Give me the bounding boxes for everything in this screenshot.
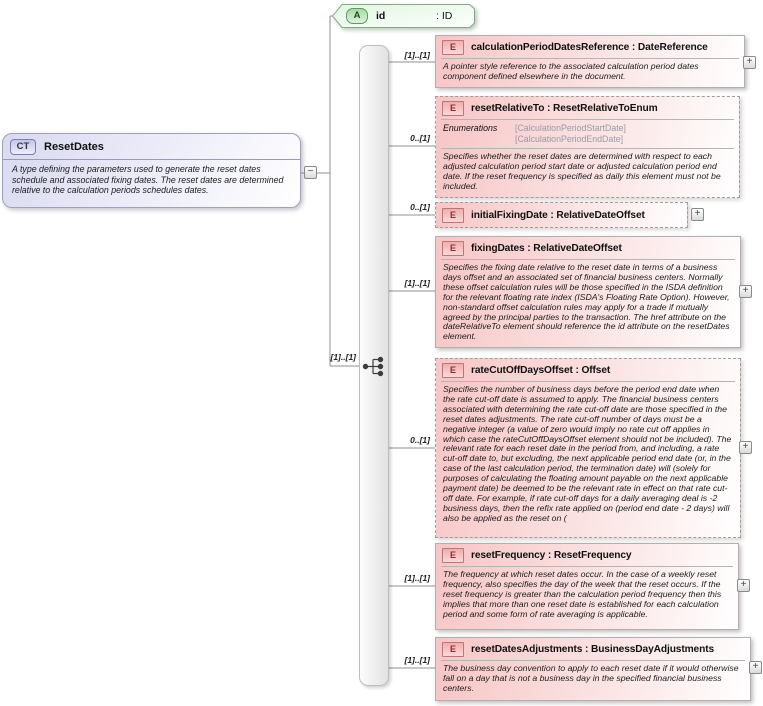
attribute-type: : ID <box>436 10 453 22</box>
element-title: resetRelativeTo : ResetRelativeToEnum <box>471 103 658 114</box>
occurrence-label: [1]..[1] <box>404 573 430 583</box>
enumerations-label: Enumerations <box>443 123 498 133</box>
expand-button[interactable]: + <box>691 208 704 221</box>
attribute-name: id <box>376 10 386 22</box>
element-box-calculation-period-dates-reference[interactable] <box>435 35 745 88</box>
element-title: fixingDates : RelativeDateOffset <box>471 243 622 254</box>
element-box-reset-dates-adjustments[interactable] <box>435 637 751 701</box>
occurrence-label: [1]..[1] <box>404 655 430 665</box>
element-description: Specifies whether the reset dates are determined with respect to each adjusted calculation period start date or adjusted calculation period end date. If the reset frequency is specified as daily this element must not be included. <box>441 148 734 197</box>
occurrence-label: [1]..[1] <box>404 50 430 60</box>
element-icon: E <box>442 40 464 55</box>
element-title: initialFixingDate : RelativeDateOffset <box>471 210 645 221</box>
element-icon: E <box>442 241 464 256</box>
element-description: Specifies the number of business days before the period end date when the rate cut-off date is assumed to apply. The financial business centers associated with determining the rate cut-off date are those specified in the reset dates adjustments. The rate cut-off number of days must be a negative integer (a value of zero would imply no rate cut off applies in which case the rateCutOffDaysOffset element should not be included). The relevant rate for each reset date in the period from, and including, a rate cut-off date to, but excluding, the next applicable period end date (or, in the case of the last calculation period, the termination date) will (solely for purposes of calculating the floating amount payable on the next applicable payment date) be deemed to be the relevant rate in effect on that rate cut-off date. For example, if rate cut-off days for a daily averaging deal is -2 business days, then the refix rate applied on (period end date - 2 days) will also be applied as the reset on ( <box>441 381 735 529</box>
element-title: resetDatesAdjustments : BusinessDayAdjustments <box>471 644 715 655</box>
element-box-reset-frequency[interactable] <box>435 543 739 630</box>
expand-button[interactable]: + <box>749 661 762 674</box>
occurrence-label: 0..[1] <box>410 133 430 143</box>
element-icon: E <box>442 363 464 378</box>
attribute-id[interactable] <box>332 4 475 28</box>
expand-button[interactable]: + <box>743 56 756 69</box>
element-title: resetFrequency : ResetFrequency <box>471 550 632 561</box>
occurrence-label: [1]..[1] <box>404 278 430 288</box>
element-title: calculationPeriodDatesReference : DateReference <box>471 42 708 53</box>
element-box-rate-cut-off-days-offset[interactable] <box>435 358 741 538</box>
element-description: Specifies the fixing date relative to the reset date in terms of a business days offset and an associated set of financial business centers. Normally these offset calculation rules will be those specified in the ISDA definition for the relevant floating rate index (ISDA's Floating Rate Option). However, non-standard offset calculation rules may apply for a trade if mutually agreed by the principal parties to the transaction. The href attribute on the dateRelativeTo element should reference the id attribute on the resetDates element. <box>441 259 735 347</box>
complex-type-icon: CT <box>10 139 36 155</box>
occurrence-label-sequence: [1]..[1] <box>330 352 356 362</box>
element-icon: E <box>442 548 464 563</box>
attribute-icon: A <box>346 8 368 24</box>
expand-button[interactable]: + <box>739 285 752 298</box>
enumerations-section <box>441 119 734 148</box>
element-box-initial-fixing-date[interactable] <box>435 202 688 228</box>
element-box-fixing-dates[interactable] <box>435 236 741 348</box>
enumeration-value: [CalculationPeriodStartDate] <box>515 123 626 133</box>
element-icon: E <box>442 101 464 116</box>
occurrence-label: 0..[1] <box>410 202 430 212</box>
element-title: rateCutOffDaysOffset : Offset <box>471 365 611 376</box>
element-description: The business day convention to apply to each reset date if it would otherwise fall on a day that is not a business day in the specified financial business centers. <box>441 660 745 699</box>
sequence-icon <box>362 356 386 382</box>
expand-button[interactable]: + <box>739 441 752 454</box>
element-icon: E <box>442 642 464 657</box>
element-description: The frequency at which reset dates occur. In the case of a weekly reset frequency, also specifies the day of the week that the reset occurs. If the reset frequency is greater than the calculation period frequency then this implies that more than one reset date is established for each calculation period and some form of rate averaging is applicable. <box>441 566 733 625</box>
complex-type-resetdates[interactable] <box>2 133 301 208</box>
expand-button[interactable]: + <box>737 579 750 592</box>
enumeration-value: [CalculationPeriodEndDate] <box>515 133 624 144</box>
complex-type-name: ResetDates <box>44 141 104 153</box>
complex-type-description: A type defining the parameters used to generate the reset dates schedule and associated fixing dates. The reset dates are determined relative to the calculation periods schedules dates. <box>3 159 300 202</box>
element-box-reset-relative-to[interactable] <box>435 96 740 198</box>
occurrence-label: 0..[1] <box>410 435 430 445</box>
collapse-button[interactable]: − <box>304 166 317 179</box>
element-icon: E <box>442 208 464 223</box>
element-description: A pointer style reference to the associated calculation period dates component defined elsewhere in the document. <box>441 58 739 87</box>
